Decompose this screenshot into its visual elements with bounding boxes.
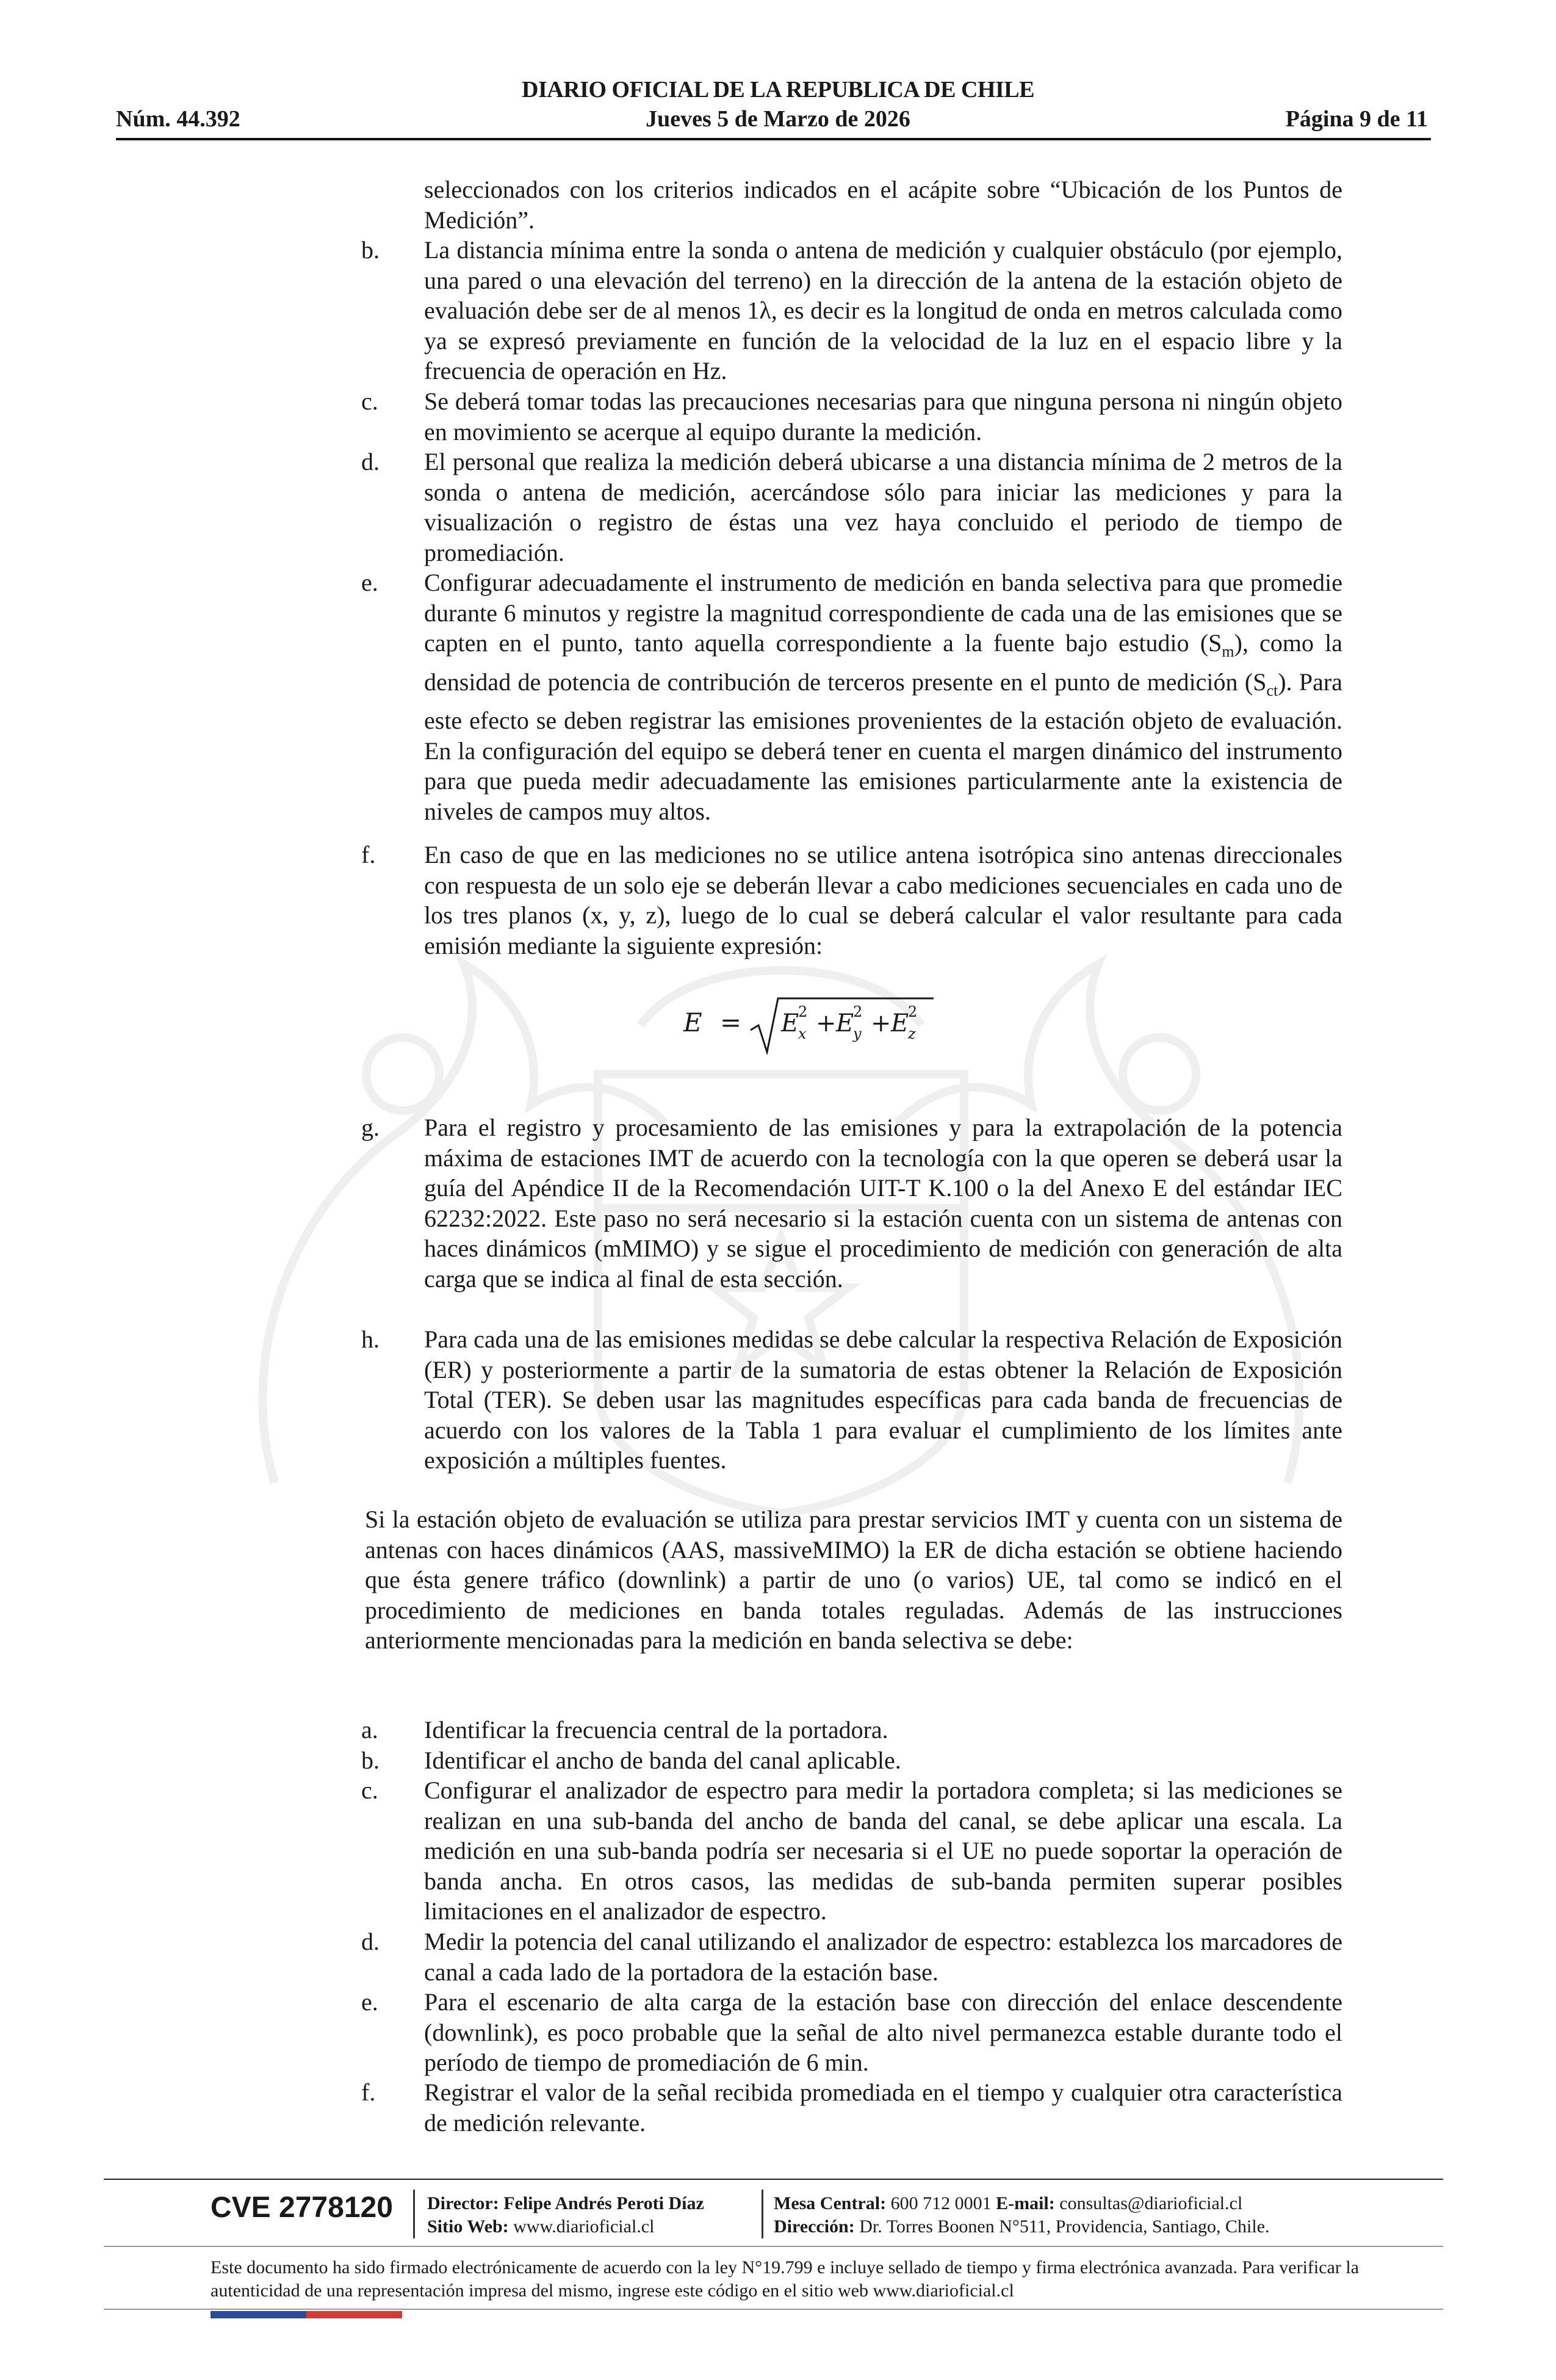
svg-text:2: 2 — [908, 1003, 918, 1020]
list-item-label: b. — [361, 1747, 380, 1774]
formula-equals: = — [720, 1008, 742, 1037]
footer-contact: Mesa Central: 600 712 0001 E-mail: consultas@diarioficial.cl — [774, 2193, 1243, 2213]
email-link[interactable]: consultas@diarioficial.cl — [1059, 2193, 1243, 2213]
list-item-continuation: seleccionados con los criterios indicados en el acápite sobre “Ubicación de los Puntos de Medición”. — [424, 176, 1342, 234]
list-item-text: Para cada una de las emisiones medidas se debe calcular la respectiva Relación de Exposición (ER) y posteriormente a partir de la sumatoria de estas obtener la Relación de Exposición Total (TER). Se deben usar las magnitudes específicas para cada banda de frecuencias de acuerdo con los valores de la Tabla 1 para evaluar el cumplimiento de los límites ante exposición a múltiples fuentes. — [424, 1325, 1342, 1474]
list-item-label: f. — [361, 841, 376, 868]
footer-separator — [413, 2190, 415, 2238]
list-item-text: Se deberá tomar todas las precauciones necesarias para que ninguna persona ni ningún objeto en movimiento se acerque al equipo durante la medición. — [424, 388, 1342, 445]
svg-text:x: x — [798, 1025, 807, 1042]
list-item-label: b. — [361, 236, 380, 264]
list-item-text: El personal que realiza la medición deberá ubicarse a una distancia mínima de 2 metros de la sonda o antena de medición, acercándose sólo para iniciar las mediciones y para la visualización o registro de éstas una vez haya concluido el periodo de tiempo de promediación. — [424, 448, 1342, 566]
formula-lhs: E — [683, 1008, 702, 1037]
list-item-label: c. — [361, 388, 378, 415]
flag-stripe-red — [306, 2311, 402, 2318]
list-item-text: La distancia mínima entre la sonda o antena de medición y cualquier obstáculo (por ejemplo, una pared o una elevación del terreno) en la dirección de la antena de la estación objeto de evaluación debe ser de al menos 1λ, es decir es la longitud de onda en metros calculada como ya se expresó previamente en función de la velocidad de la luz en el espacio libre y la frecuencia de operación en Hz. — [424, 236, 1342, 384]
svg-text:+: + — [816, 1009, 837, 1037]
body-paragraph: Si la estación objeto de evaluación se utiliza para prestar servicios IMT y cuenta con un sistema de antenas con haces dinámicos (AAS, massiveMIMO) la ER de dicha estación se obtiene haciendo que ésta genere tráfico (downlink) a partir de uno (o varios) UE, tal como se indicó en el procedimiento de mediciones en banda totales reguladas. Además de las instrucciones anteriormente mencionadas para la medición en banda selectiva se debe: — [365, 1506, 1342, 1654]
svg-text:z: z — [908, 1025, 916, 1042]
footer-divider — [104, 2246, 1443, 2247]
footer-divider — [104, 2179, 1443, 2180]
footer-website: Sitio Web: www.diarioficial.cl — [427, 2216, 655, 2237]
page-indicator: Página 9 de 11 — [1285, 106, 1428, 132]
issue-number: Núm. 44.392 — [116, 106, 240, 132]
legal-notice: Este documento ha sido firmado electrónicamente de acuerdo con la ley N°19.799 e incluye sellado de tiempo y firma electrónica avanzada. Para verificar la autenticidad de una representación impresa del mismo, ingrese este código en el sitio web www.diarioficial.cl — [211, 2257, 1360, 2301]
list-item-label: h. — [361, 1325, 380, 1353]
formula-term-x: E — [781, 1009, 799, 1037]
list-item-text: Medir la potencia del canal utilizando el analizador de espectro: establezca los marcadores de canal a cada lado de la portadora de la estación base. — [424, 1928, 1342, 1986]
list-item-text: Para el escenario de alta carga de la estación base con dirección del enlace descendente (downlink), es poco probable que la señal de alto nivel permanezca estable durante todo el período de tiempo de promediación de 6 min. — [424, 1988, 1342, 2076]
list-item-label: c. — [361, 1776, 378, 1804]
formula-term-y: E — [836, 1009, 854, 1037]
formula-term-z: E — [891, 1009, 909, 1037]
cve-code: CVE 2778120 — [211, 2191, 393, 2224]
list-item-text: Configurar adecuadamente el instrumento de medición en banda selectiva para que promedie durante 6 minutos y registre la magnitud correspondiente de cada una de las emisiones que se capten en el punto, tanto aquella correspondiente a la fuente bajo estudio $(S_m)$, como la densidad de potencia de contribución de terceros presente en el punto de medición $(S_{ct})$. Para este efecto se deben registrar las emisiones provenientes de la estación objeto de evaluación. En la configuración del equipo se deberá tener en cuenta el margen dinámico del instrumento para que pueda medir adecuadamente las emisiones particularmente ante la existencia de niveles de campos muy altos. — [424, 569, 1342, 825]
footer-divider — [104, 2309, 1443, 2310]
list-item-text: En caso de que en las mediciones no se utilice antena isotrópica sino antenas direccionales con respuesta de un solo eje se deberán llevar a cabo mediciones secuenciales en cada uno de los tres planos (x, y, z), luego de lo cual se deberá calcular el valor resultante para cada emisión mediante la siguiente expresión: — [424, 841, 1342, 959]
header-divider — [116, 138, 1431, 140]
list-item-text: Identificar la frecuencia central de la portadora. — [424, 1716, 888, 1744]
list-item-label: d. — [361, 448, 380, 475]
publication-title: DIARIO OFICIAL DE LA REPUBLICA DE CHILE — [522, 77, 1034, 103]
website-link[interactable]: www.diarioficial.cl — [513, 2216, 655, 2237]
list-item-label: f. — [361, 2079, 376, 2106]
list-item-label: e. — [361, 1988, 378, 2016]
list-item-label: d. — [361, 1928, 380, 1955]
issue-date: Jueves 5 de Marzo de 2026 — [646, 106, 910, 132]
footer-separator — [762, 2190, 763, 2238]
list-item-text: Identificar el ancho de banda del canal aplicable. — [424, 1747, 901, 1774]
list-item-label: g. — [361, 1114, 380, 1141]
svg-text:+: + — [871, 1009, 891, 1037]
field-magnitude-formula — [680, 993, 937, 1055]
list-item-text: Para el registro y procesamiento de las emisiones y para la extrapolación de la potencia máxima de estaciones IMT de acuerdo con la tecnología con la que operen se deberá usar la guía del Apéndice II de la Recomendación UIT-T K.100 o la del Anexo E del estándar IEC 62232:2022. Este paso no será necesario si la estación cuenta con un sistema de antenas con haces dinámicos (mMIMO) y se sigue el procedimiento de medición con generación de alta carga que se indica al final de esta sección. — [424, 1114, 1342, 1293]
svg-text:2: 2 — [853, 1003, 863, 1020]
list-item-text: Configurar el analizador de espectro para medir la portadora completa; si las mediciones se realizan en una sub-banda del ancho de banda del canal, se debe aplicar una escala. La medición en una sub-banda podría ser necesaria si el UE no puede soportar la operación de banda ancha. En otros casos, las medidas de sub-banda permiten superar posibles limitaciones en el analizador de espectro. — [424, 1776, 1342, 1925]
footer-director: Director: Felipe Andrés Peroti Díaz — [427, 2193, 704, 2213]
footer-address: Dirección: Dr. Torres Boonen N°511, Providencia, Santiago, Chile. — [774, 2216, 1270, 2237]
list-item-text: Registrar el valor de la señal recibida promediada en el tiempo y cualquier otra característica de medición relevante. — [424, 2079, 1342, 2137]
flag-stripe-blue — [211, 2311, 306, 2318]
list-item-label: a. — [361, 1716, 378, 1744]
list-item-label: e. — [361, 569, 378, 596]
svg-text:y: y — [853, 1025, 862, 1042]
svg-text:2: 2 — [798, 1003, 808, 1020]
